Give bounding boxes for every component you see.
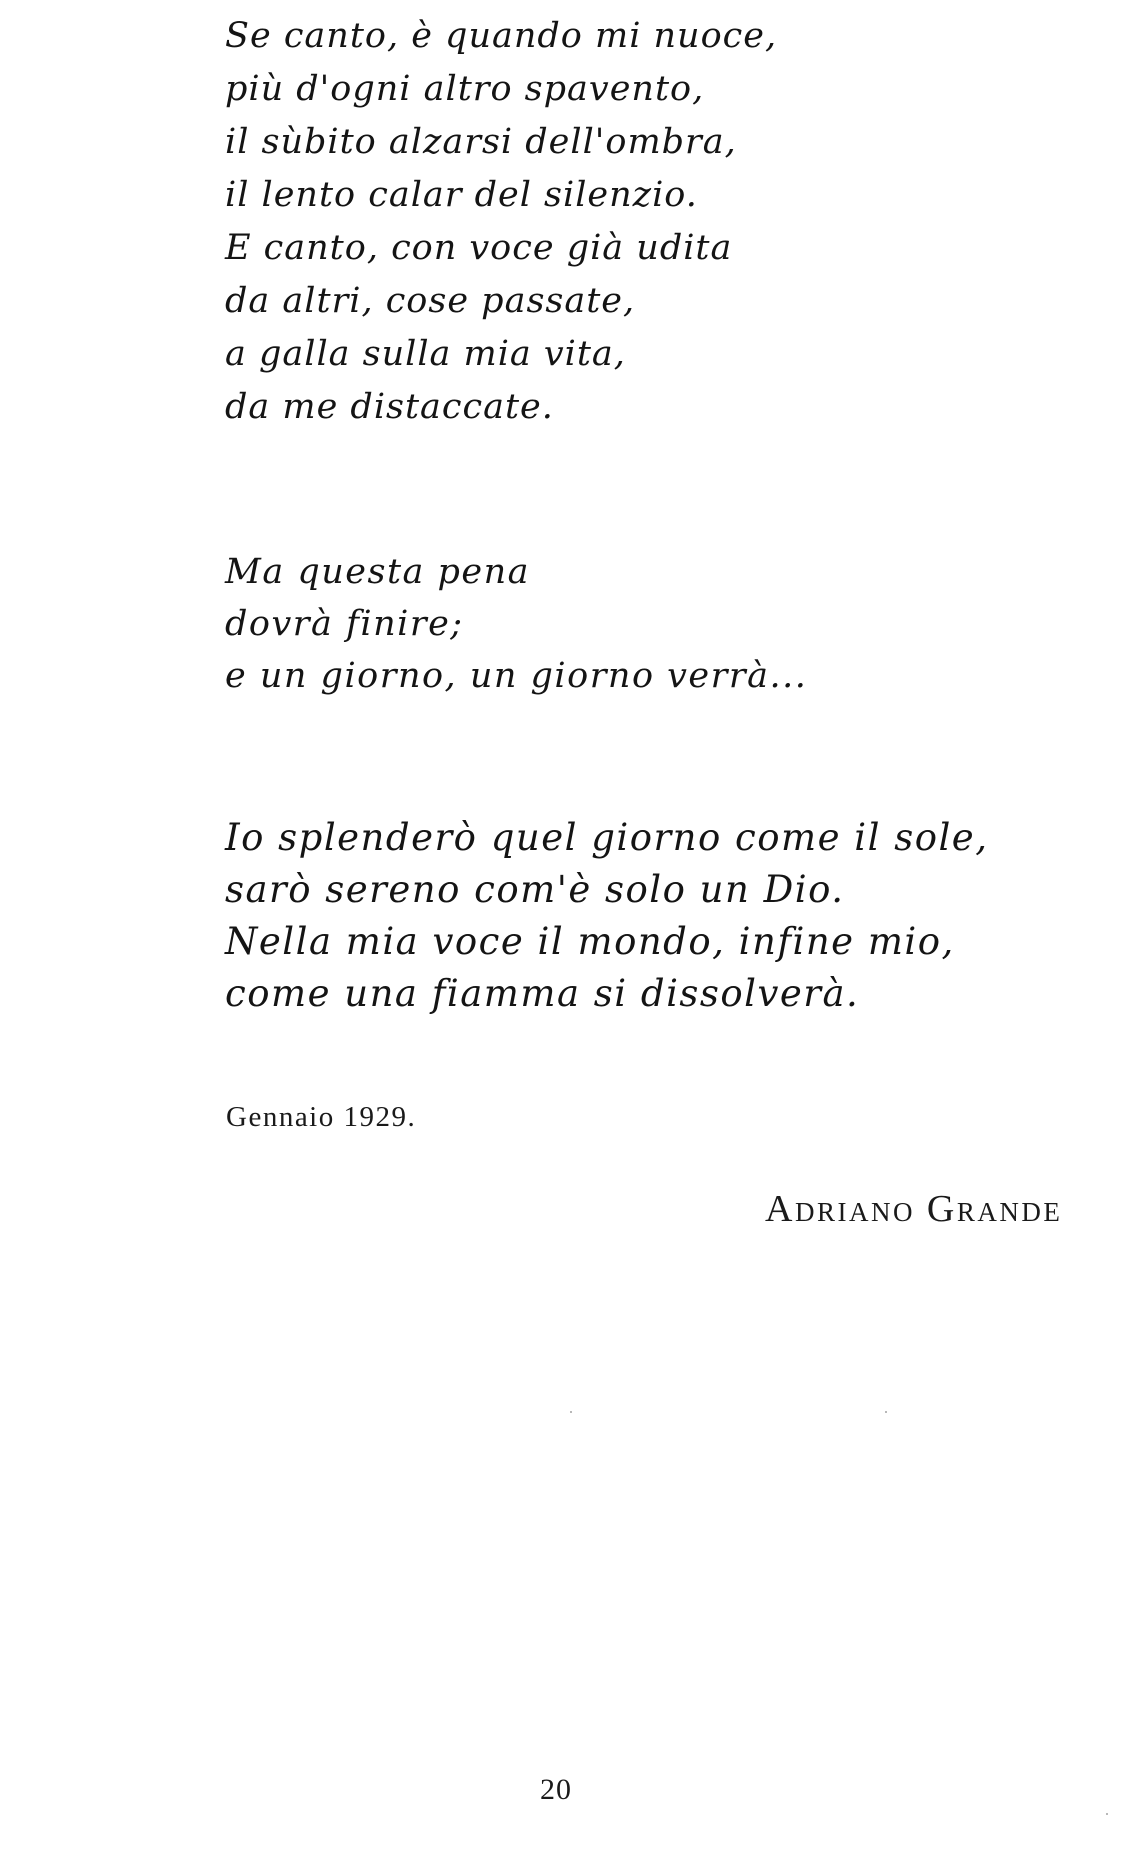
author-signature: Adriano Grande <box>765 1188 1063 1230</box>
poem-line: il sùbito alzarsi dell'ombra, <box>225 122 737 162</box>
poem-line: Se canto, è quando mi nuoce, <box>225 16 778 56</box>
poem-line: dovrà finire; <box>225 604 464 644</box>
poem-line: il lento calar del silenzio. <box>225 175 698 215</box>
page-number: 20 <box>540 1773 572 1806</box>
poem-line: Ma questa pena <box>225 552 531 592</box>
poem-date: Gennaio 1929. <box>226 1101 417 1133</box>
print-speck <box>570 1411 572 1413</box>
poem-line: come una fiamma si dissolverà. <box>225 972 860 1015</box>
poem-line: Nella mia voce il mondo, infine mio, <box>225 920 955 963</box>
poem-stanza-3 <box>225 812 988 1020</box>
poem-line: da me distaccate. <box>225 387 554 427</box>
poem-line: a galla sulla mia vita, <box>225 334 626 374</box>
print-speck <box>1106 1813 1108 1815</box>
poem-line: da altri, cose passate, <box>225 281 636 321</box>
poem-stanza-2 <box>225 546 807 702</box>
print-speck <box>885 1411 887 1413</box>
poem-line: e un giorno, un giorno verrà... <box>225 656 808 696</box>
poem-line: più d'ogni altro spavento, <box>225 69 705 109</box>
poem-line: Io splenderò quel giorno come il sole, <box>225 816 989 859</box>
poem-line: E canto, con voce già udita <box>225 228 733 268</box>
poem-line: sarò sereno com'è solo un Dio. <box>225 868 845 911</box>
poem-stanza-1 <box>225 10 777 434</box>
